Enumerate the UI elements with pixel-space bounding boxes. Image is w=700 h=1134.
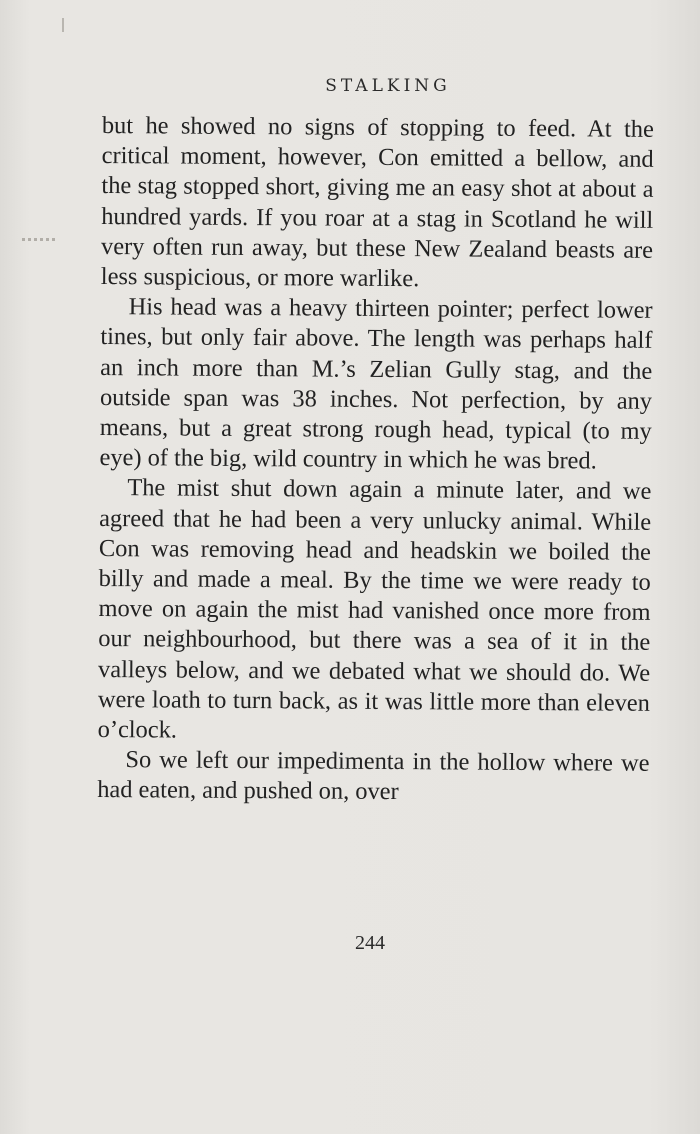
paragraph-4: So we left our impedimenta in the hollow where we had eaten, and pushed on, over: [97, 746, 650, 806]
paragraph-1: but he showed no signs of stopping to feed. At the critical moment, however, Con emitted a bellow, and the stag stopped short, giving me an easy shot at about a hundred yards. If you roar at a stag in Scotland he will very often run away, but these New Zealand beasts are less suspicious, or more warlike.: [100, 111, 654, 293]
paragraph-2: His head was a heavy thirteen pointer; perfect lower tines, but only fair above. The length was perhaps half an inch more than M.’s Zelian Gully stag, and the outside span was 38 inches. Not perfection, by any means, but a great strong rough head, typical (to my eye) of the big, wild country in which he was bred.: [99, 293, 653, 475]
body-text: [97, 111, 654, 810]
page-number: 244: [355, 932, 385, 954]
paragraph-3: The mist shut down again a minute later, and we agreed that he had been a very unlucky animal. While Con was removing head and headskin we boiled the billy and made a meal. By the time we were ready to move on again the mist had vanished once more from our neighbourhood, but there was a sea of it in the valleys below, and we debated what we should do. We were loath to turn back, as it was little more than eleven o’clock.: [97, 474, 652, 744]
margin-mark: [22, 238, 58, 241]
running-header: STALKING: [325, 76, 451, 96]
margin-mark: [62, 18, 64, 32]
